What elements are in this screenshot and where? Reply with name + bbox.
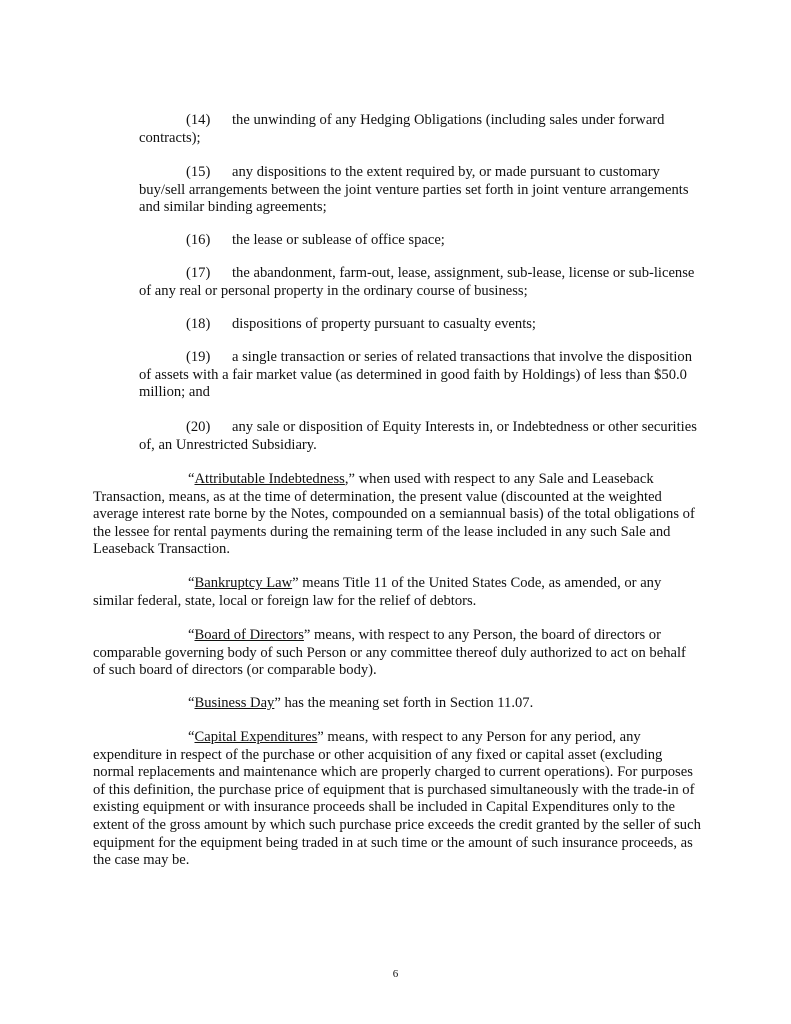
item-number: (17)	[186, 265, 211, 281]
defined-term: Board of Directors	[194, 627, 304, 643]
close-quote: ”	[303, 627, 311, 643]
definition-text: when used with respect to any Sale and Leaseback Transaction, means, as at the time of determination, the present value (discounted at the weighted average interest rate borne by the Notes, compounded on a semiannual basis) of the total obligations of the lessee for rental payments during the remaining term of the lease included in any such Sale and Leaseback Transaction.	[93, 471, 695, 558]
definition-bankruptcy-law	[93, 575, 701, 610]
definition-capital-expenditures	[93, 729, 701, 870]
item-text: the unwinding of any Hedging Obligations (including sales under forward contracts);	[139, 112, 665, 146]
item-text: any sale or disposition of Equity Interests in, or Indebtedness or other securities of, an Unrestricted Subsidiary.	[139, 419, 697, 453]
item-number: (15)	[186, 164, 211, 180]
open-quote: “	[188, 695, 195, 711]
definition-text: means, with respect to any Person for any period, any expenditure in respect of the purchase or other acquisition of any fixed or capital asset (excluding normal replacements and maintenance which are properly charged to current operations). For purposes of this definition, the purchase price of equipment that is purchased simultaneously with the trade-in of existing equipment or with insurance proceeds shall be included in Capital Expenditures only to the extent of the gross amount by which such purchase price exceeds the credit granted by the seller of such equipment for the equipment being traded in at such time or the amount of such insurance proceeds, as the case may be.	[93, 729, 701, 869]
list-item-20	[139, 419, 699, 454]
defined-term: Business Day	[194, 695, 275, 711]
close-quote: ”	[317, 729, 324, 745]
item-text: dispositions of property pursuant to casualty events;	[232, 316, 536, 332]
definition-attributable-indebtedness	[93, 471, 701, 559]
definition-business-day	[93, 695, 701, 713]
open-quote: “	[188, 575, 195, 591]
close-quote: ”	[274, 695, 281, 711]
list-item-16	[139, 232, 699, 250]
list-item-17	[139, 265, 699, 300]
list-item-19	[139, 349, 699, 402]
list-item-14	[139, 112, 699, 147]
defined-term: Bankruptcy Law	[194, 575, 293, 591]
item-number: (20)	[186, 419, 211, 435]
close-quote: ,”	[344, 471, 355, 487]
page-number: 6	[392, 968, 399, 980]
open-quote: “	[188, 627, 195, 643]
item-text: a single transaction or series of related transactions that involve the disposition of assets with a fair market value (as determined in good faith by Holdings) of less than $50.0 million; and	[139, 349, 692, 401]
list-item-18	[139, 316, 699, 334]
definition-board-of-directors	[93, 627, 701, 680]
item-number: (16)	[186, 232, 211, 248]
definition-text: means, with respect to any Person, the board of directors or comparable governing body of such Person or any committee thereof duly authorized to act on behalf of such board of directors (or comparable body).	[93, 627, 686, 679]
item-number: (18)	[186, 316, 211, 332]
item-text: the lease or sublease of office space;	[232, 232, 445, 248]
definition-text: means Title 11 of the United States Code, as amended, or any similar federal, state, local or foreign law for the relief of debtors.	[93, 575, 662, 609]
open-quote: “	[188, 471, 195, 487]
close-quote: ”	[292, 575, 299, 591]
definition-text: has the meaning set forth in Section 11.07.	[280, 695, 534, 711]
open-quote: “	[188, 729, 195, 745]
defined-term: Attributable Indebtedness	[194, 471, 345, 487]
item-number: (19)	[186, 349, 211, 365]
list-item-15	[139, 164, 699, 217]
item-text: the abandonment, farm-out, lease, assignment, sub-lease, license or sub-license of any real or personal property in the ordinary course of business;	[139, 265, 695, 299]
item-text: any dispositions to the extent required by, or made pursuant to customary buy/sell arrangements between the joint venture parties set forth in joint venture arrangements and similar binding agreements;	[139, 164, 689, 216]
defined-term: Capital Expenditures	[194, 729, 318, 745]
item-number: (14)	[186, 112, 211, 128]
